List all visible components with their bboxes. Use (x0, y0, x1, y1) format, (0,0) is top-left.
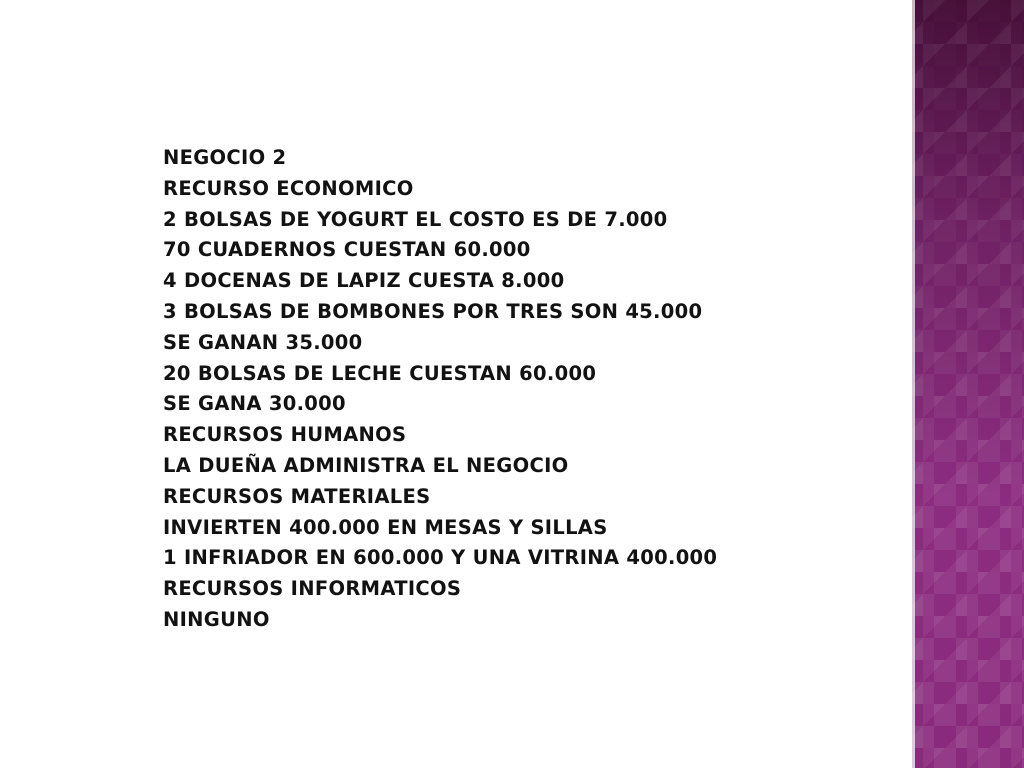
text-line-bombones: 3 BOLSAS DE BOMBONES POR TRES SON 45.000 (163, 299, 703, 323)
text-line-duena: LA DUEÑA ADMINISTRA EL NEGOCIO (163, 453, 569, 477)
text-line-ganancia-1: SE GANAN 35.000 (163, 330, 363, 354)
text-line-heading-recursos-informaticos: RECURSOS INFORMATICOS (163, 577, 462, 601)
decorative-side-band (912, 0, 1024, 768)
text-line-ganancia-2: SE GANA 30.000 (163, 392, 346, 416)
text-line-lapiz: 4 DOCENAS DE LAPIZ CUESTA 8.000 (163, 269, 565, 293)
text-line-heading-recurso-economico: RECURSO ECONOMICO (163, 176, 414, 200)
text-line-cuadernos: 70 CUADERNOS CUESTAN 60.000 (163, 238, 531, 262)
text-line-yogurt: 2 BOLSAS DE YOGURT EL COSTO ES DE 7.000 (163, 207, 668, 231)
text-line-heading-recursos-humanos: RECURSOS HUMANOS (163, 423, 407, 447)
text-line-ninguno: NINGUNO (163, 607, 270, 631)
text-line-leche: 20 BOLSAS DE LECHE CUESTAN 60.000 (163, 361, 597, 385)
text-line-infriador-vitrina: 1 INFRIADOR EN 600.000 Y UNA VITRINA 400.000 (163, 546, 718, 570)
text-line-heading-recursos-materiales: RECURSOS MATERIALES (163, 484, 431, 508)
slide-body-text (163, 143, 883, 636)
text-line-mesas-sillas: INVIERTEN 400.000 EN MESAS Y SILLAS (163, 515, 608, 539)
text-line-title: NEGOCIO 2 (163, 146, 287, 169)
